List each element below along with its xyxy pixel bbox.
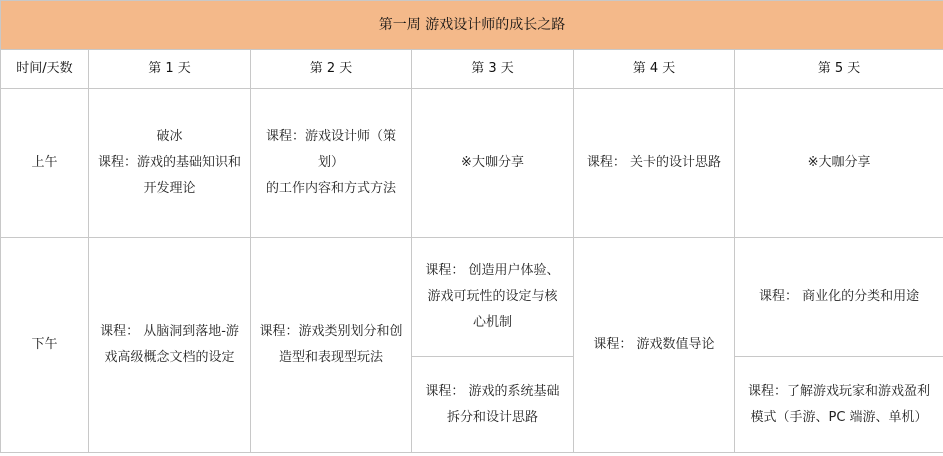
morning-day1-cell: 破冰 课程：游戏的基础知识和 开发理论 xyxy=(89,89,251,238)
morning-row xyxy=(1,89,943,238)
title-row xyxy=(1,1,943,50)
afternoon-day4-cell: 课程： 游戏数值导论 xyxy=(574,238,735,453)
afternoon-row xyxy=(1,238,943,357)
morning-day5-cell: ※大咖分享 xyxy=(735,89,943,238)
schedule-title: 第一周 游戏设计师的成长之路 xyxy=(1,1,943,50)
morning-day3-cell: ※大咖分享 xyxy=(412,89,574,238)
morning-label: 上午 xyxy=(1,89,89,238)
day-header-1: 第 1 天 xyxy=(89,50,251,89)
morning-day4-cell: 课程： 关卡的设计思路 xyxy=(574,89,735,238)
day-header-5: 第 5 天 xyxy=(735,50,943,89)
morning-day2-cell: 课程：游戏设计师（策划） 的工作内容和方式方法 xyxy=(251,89,412,238)
day-header-3: 第 3 天 xyxy=(412,50,574,89)
afternoon-label: 下午 xyxy=(1,238,89,453)
afternoon-day5-cell-b: 课程：了解游戏玩家和游戏盈利 模式（手游、PC 端游、单机） xyxy=(735,357,943,453)
corner-header: 时间/天数 xyxy=(1,50,89,89)
header-row xyxy=(1,50,943,89)
afternoon-day1-cell: 课程： 从脑洞到落地-游 戏高级概念文档的设定 xyxy=(89,238,251,453)
day-header-4: 第 4 天 xyxy=(574,50,735,89)
afternoon-day2-cell: 课程：游戏类别划分和创 造型和表现型玩法 xyxy=(251,238,412,453)
afternoon-day3-cell-a: 课程： 创造用户体验、 游戏可玩性的设定与核 心机制 xyxy=(412,238,574,357)
afternoon-day3-cell-b: 课程： 游戏的系统基础 拆分和设计思路 xyxy=(412,357,574,453)
day-header-2: 第 2 天 xyxy=(251,50,412,89)
afternoon-day5-cell-a: 课程： 商业化的分类和用途 xyxy=(735,238,943,357)
